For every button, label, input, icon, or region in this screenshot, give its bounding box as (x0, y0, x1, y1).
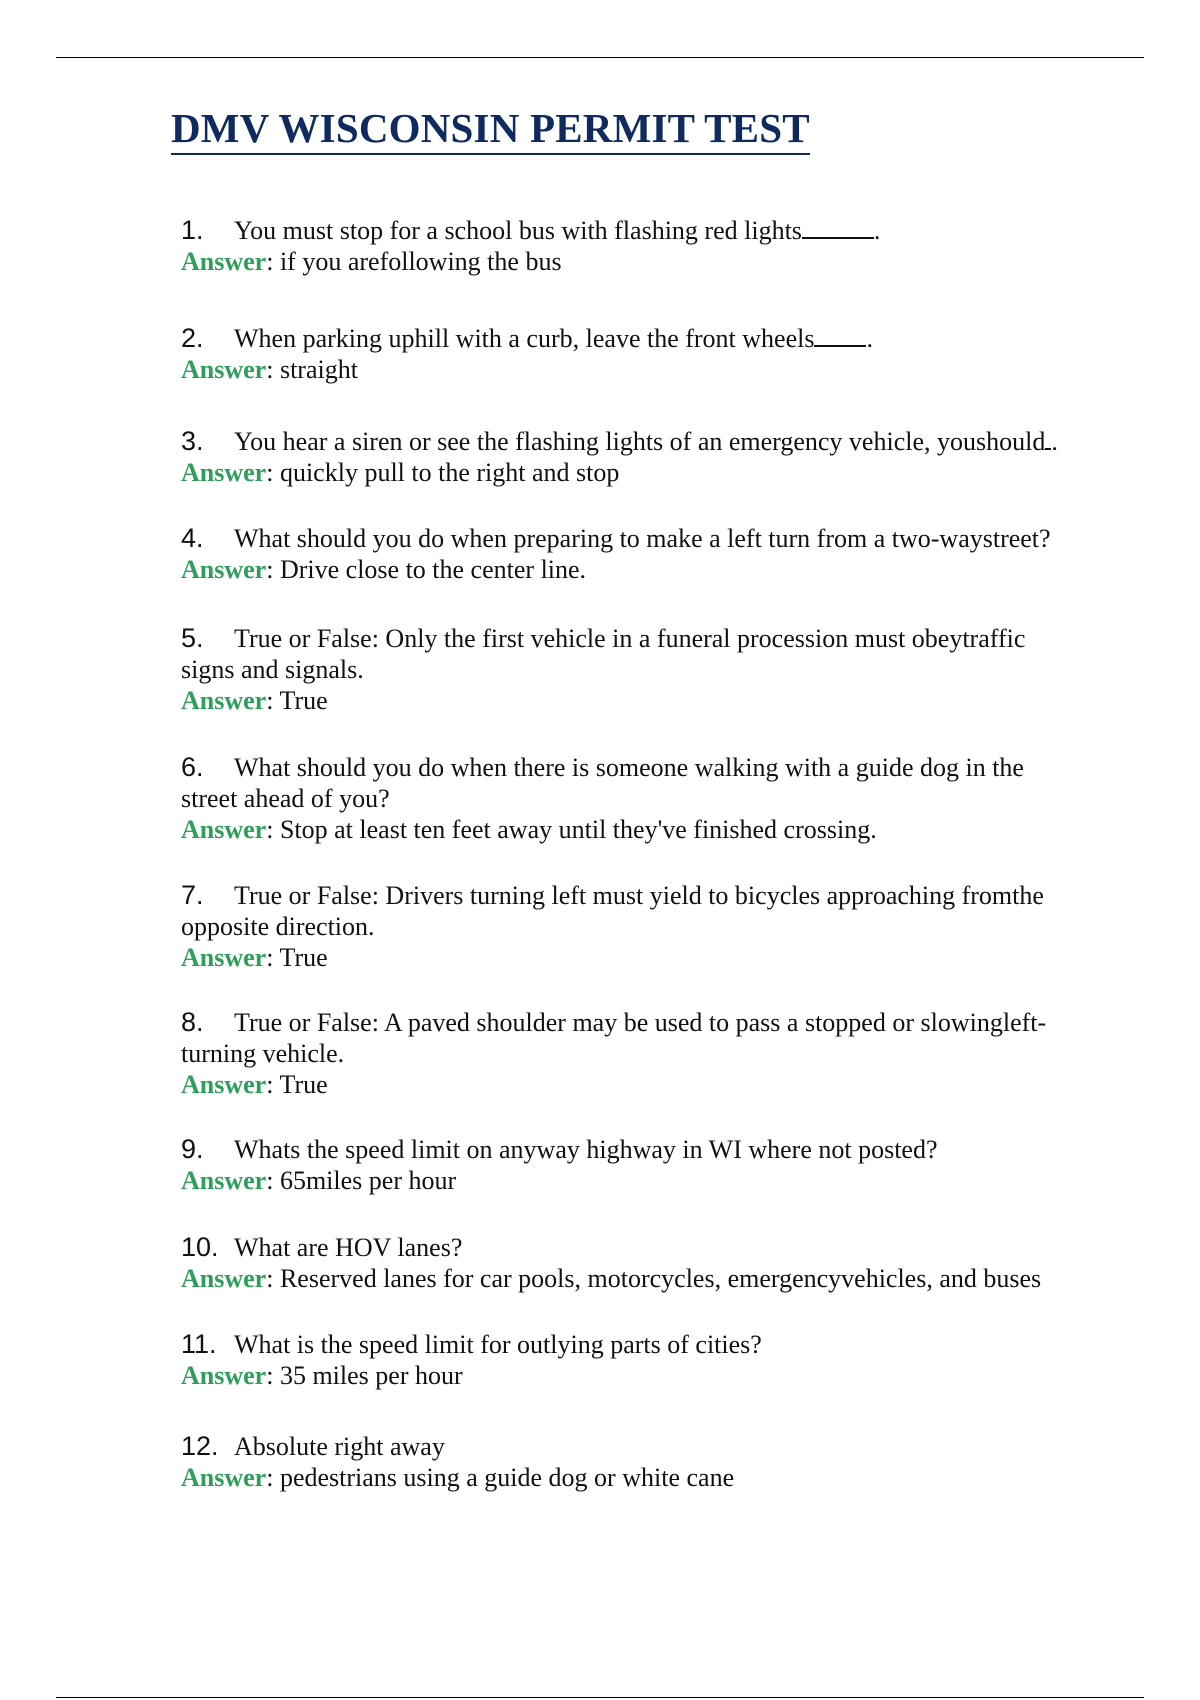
answer-blank (802, 217, 874, 239)
answer-label: Answer (181, 247, 267, 276)
answer-text: Drive close to the center line. (279, 555, 587, 584)
question-text: You must stop for a school bus with flashing red lights (234, 216, 802, 245)
answer-11: Answer: 35 miles per hour (181, 1361, 463, 1390)
answer-label: Answer (181, 1166, 267, 1195)
question-number: 5. (181, 623, 204, 653)
answer-blank (814, 325, 866, 347)
question-block-3 (181, 426, 1121, 488)
answer-3: Answer: quickly pull to the right and stop (181, 458, 620, 487)
question-7 (181, 880, 1121, 942)
question-number: 3. (181, 426, 204, 456)
answer-label: Answer (181, 355, 267, 384)
question-block-4 (181, 523, 1121, 585)
answer-text: if you arefollowing the bus (279, 247, 562, 276)
answer-text: True (279, 943, 328, 972)
question-suffix: . (873, 216, 881, 245)
answer-label: Answer (181, 555, 267, 584)
answer-text: 35 miles per hour (279, 1361, 463, 1390)
answer-label: Answer (181, 458, 267, 487)
answer-2: Answer: straight (181, 355, 358, 384)
answer-6: Answer: Stop at least ten feet away until they've finished crossing. (181, 815, 877, 844)
question-number: 11. (181, 1329, 217, 1359)
answer-label: Answer (181, 815, 267, 844)
answer-text: 65miles per hour (279, 1166, 457, 1195)
answer-text: Stop at least ten feet away until they've finished crossing. (279, 815, 877, 844)
question-block-9 (181, 1134, 1121, 1196)
question-number: 10. (181, 1232, 219, 1262)
question-text: What should you do when there is someone walking with a guide dog in the (234, 753, 1024, 782)
question-block-6 (181, 752, 1121, 845)
question-8 (181, 1007, 1121, 1069)
question-suffix: . (866, 324, 873, 353)
question-5 (181, 623, 1121, 685)
question-text: You hear a siren or see the flashing lights of an emergency vehicle, youshould (234, 427, 1046, 456)
question-text: What are HOV lanes? (234, 1233, 463, 1262)
question-10 (181, 1232, 1121, 1263)
question-text-continued: opposite direction. (181, 912, 375, 941)
answer-text: straight (279, 355, 358, 384)
question-text: True or False: Only the first vehicle in a funeral procession must obeytraffic (234, 624, 1026, 653)
question-number: 7. (181, 880, 204, 910)
answer-label: Answer (181, 1361, 267, 1390)
question-number: 9. (181, 1134, 204, 1164)
bottom-rule (56, 1697, 1144, 1698)
question-2 (181, 323, 1121, 354)
answer-12: Answer: pedestrians using a guide dog or white cane (181, 1463, 735, 1492)
answer-text: Reserved lanes for car pools, motorcycles, emergencyvehicles, and buses (279, 1264, 1042, 1293)
question-number: 6. (181, 752, 204, 782)
question-number: 4. (181, 523, 204, 553)
answer-1: Answer: if you arefollowing the bus (181, 247, 562, 276)
top-rule (56, 57, 1144, 58)
question-text-continued: street ahead of you? (181, 784, 390, 813)
question-text: When parking uphill with a curb, leave the front wheels (234, 324, 815, 353)
answer-label: Answer (181, 1264, 267, 1293)
question-number: 1. (181, 215, 204, 245)
answer-text: quickly pull to the right and stop (279, 458, 620, 487)
question-block-1 (181, 215, 1121, 277)
answer-label: Answer (181, 686, 267, 715)
question-4 (181, 523, 1121, 554)
question-block-5 (181, 623, 1121, 716)
question-text-continued: turning vehicle. (181, 1039, 345, 1068)
question-11 (181, 1329, 1121, 1360)
answer-text: True (279, 686, 328, 715)
question-number: 2. (181, 323, 204, 353)
question-text: What is the speed limit for outlying parts of cities? (234, 1330, 762, 1359)
answer-text: True (279, 1070, 328, 1099)
question-1 (181, 215, 1121, 246)
question-text: What should you do when preparing to make a left turn from a two-waystreet? (234, 524, 1051, 553)
question-number: 12. (181, 1431, 219, 1461)
question-3 (181, 426, 1121, 457)
question-text-continued: signs and signals. (181, 655, 364, 684)
question-block-12 (181, 1431, 1121, 1493)
answer-label: Answer (181, 1463, 267, 1492)
question-6 (181, 752, 1121, 814)
question-block-7 (181, 880, 1121, 973)
question-text: Whats the speed limit on anyway highway in WI where not posted? (234, 1135, 938, 1164)
answer-9: Answer: 65miles per hour (181, 1166, 457, 1195)
answer-4: Answer: Drive close to the center line. (181, 555, 587, 584)
question-text: Absolute right away (234, 1432, 445, 1461)
question-block-2 (181, 323, 1121, 385)
question-12 (181, 1431, 1121, 1462)
page-title: DMV WISCONSIN PERMIT TEST (171, 104, 810, 155)
question-text: True or False: Drivers turning left must yield to bicycles approaching fromthe (234, 881, 1044, 910)
question-9 (181, 1134, 1121, 1165)
question-block-10 (181, 1232, 1121, 1294)
question-number: 8. (181, 1007, 204, 1037)
answer-10: Answer: Reserved lanes for car pools, motorcycles, emergencyvehicles, and buses (181, 1264, 1042, 1293)
question-text: True or False: A paved shoulder may be used to pass a stopped or slowingleft- (234, 1008, 1047, 1037)
answer-8: Answer: True (181, 1070, 328, 1099)
question-suffix: . (1051, 427, 1058, 456)
question-block-11 (181, 1329, 1121, 1391)
answer-5: Answer: True (181, 686, 328, 715)
question-block-8 (181, 1007, 1121, 1100)
answer-7: Answer: True (181, 943, 328, 972)
answer-label: Answer (181, 943, 267, 972)
answer-text: pedestrians using a guide dog or white cane (279, 1463, 735, 1492)
answer-label: Answer (181, 1070, 267, 1099)
